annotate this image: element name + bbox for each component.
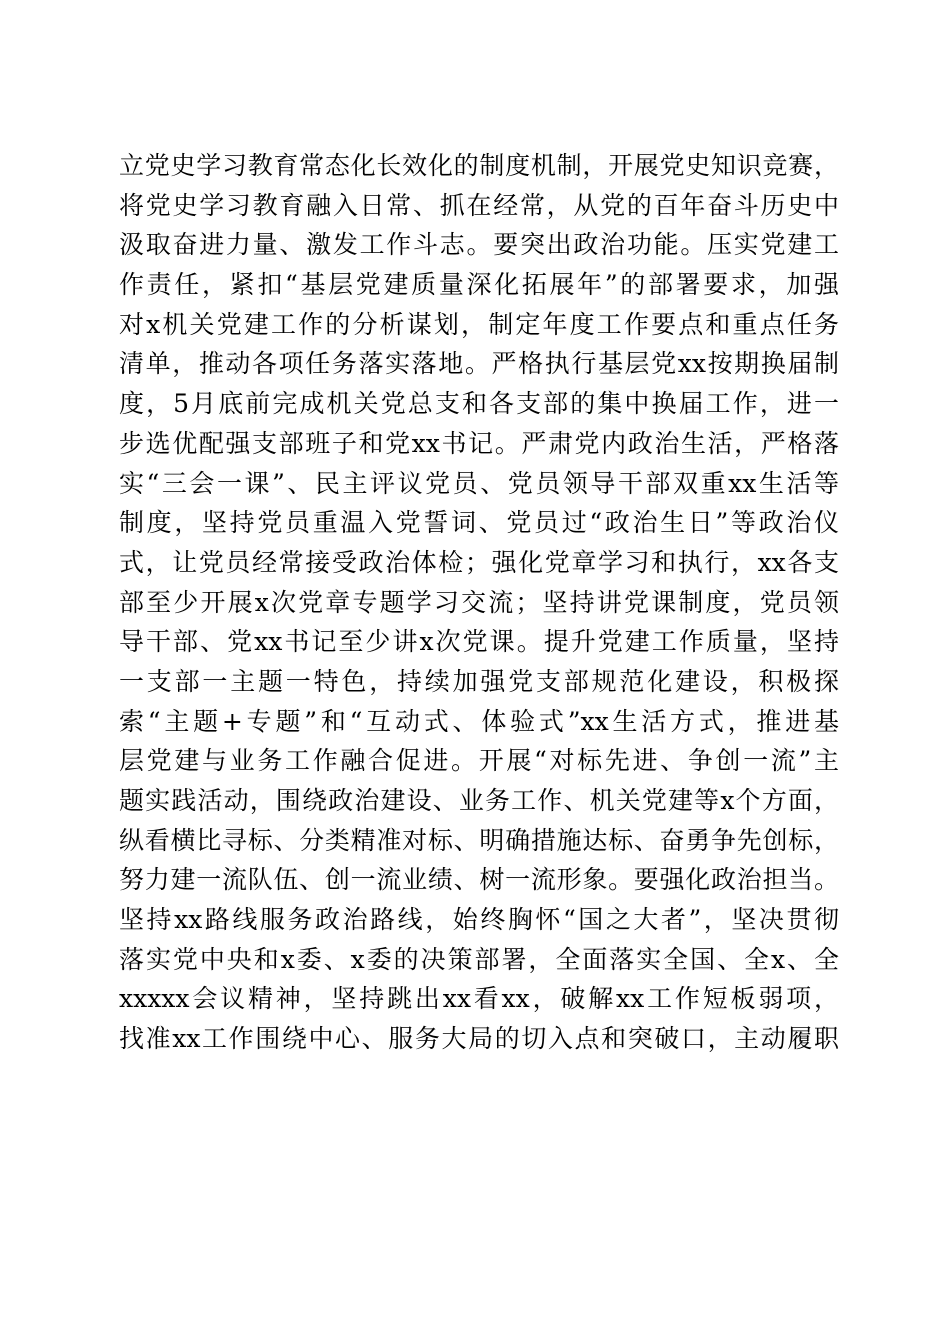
text-line: 找准xx工作围绕中心、服务大局的切入点和突破口，主动履职 xyxy=(119,1024,839,1054)
text-line: 度，5月底前完成机关党总支和各支部的集中换届工作，进一 xyxy=(119,389,839,419)
text-line: 清单，推动各项任务落实落地。严格执行基层党xx按期换届制 xyxy=(119,349,839,379)
text-line: 纵看横比寻标、分类精准对标、明确措施达标、奋勇争先创标， xyxy=(119,825,839,855)
body-text xyxy=(119,146,839,1059)
text-line: 步选优配强支部班子和党xx书记。严肃党内政治生活，严格落 xyxy=(119,428,839,458)
text-line: 导干部、党xx书记至少讲x次党课。提升党建工作质量，坚持 xyxy=(119,627,839,657)
text-line: 索“主题+专题”和“互动式、体验式”xx生活方式，推进基 xyxy=(119,706,839,736)
text-line: 部至少开展x次党章专题学习交流；坚持讲党课制度，党员领 xyxy=(119,587,839,617)
text-line: 落实党中央和x委、x委的决策部署，全面落实全国、全x、全 xyxy=(119,944,839,974)
text-line: 将党史学习教育融入日常、抓在经常，从党的百年奋斗历史中 xyxy=(119,190,839,220)
text-line: 对x机关党建工作的分析谋划，制定年度工作要点和重点任务 xyxy=(119,309,839,339)
text-line: 立党史学习教育常态化长效化的制度机制，开展党史知识竞赛， xyxy=(119,151,839,180)
text-line: 制度，坚持党员重温入党誓词、党员过“政治生日”等政治仪 xyxy=(119,508,839,538)
text-line: 努力建一流队伍、创一流业绩、树一流形象。要强化政治担当。 xyxy=(119,865,839,895)
text-line: xxxxx会议精神，坚持跳出xx看xx，破解xx工作短板弱项， xyxy=(119,984,839,1014)
text-line: 一支部一主题一特色，持续加强党支部规范化建设，积极探 xyxy=(119,666,839,696)
text-line: 坚持xx路线服务政治路线，始终胸怀“国之大者”，坚决贯彻 xyxy=(119,905,839,935)
text-line: 实“三会一课”、民主评议党员、党员领导干部双重xx生活等 xyxy=(119,468,839,498)
text-line: 题实践活动，围绕政治建设、业务工作、机关党建等x个方面， xyxy=(119,786,839,815)
text-line: 层党建与业务工作融合促进。开展“对标先进、争创一流”主 xyxy=(119,746,839,776)
text-line: 汲取奋进力量、激发工作斗志。要突出政治功能。压实党建工 xyxy=(119,230,839,260)
text-line: 作责任，紧扣“基层党建质量深化拓展年”的部署要求，加强 xyxy=(119,270,839,300)
text-line: 式，让党员经常接受政治体检；强化党章学习和执行，xx各支 xyxy=(119,547,839,577)
